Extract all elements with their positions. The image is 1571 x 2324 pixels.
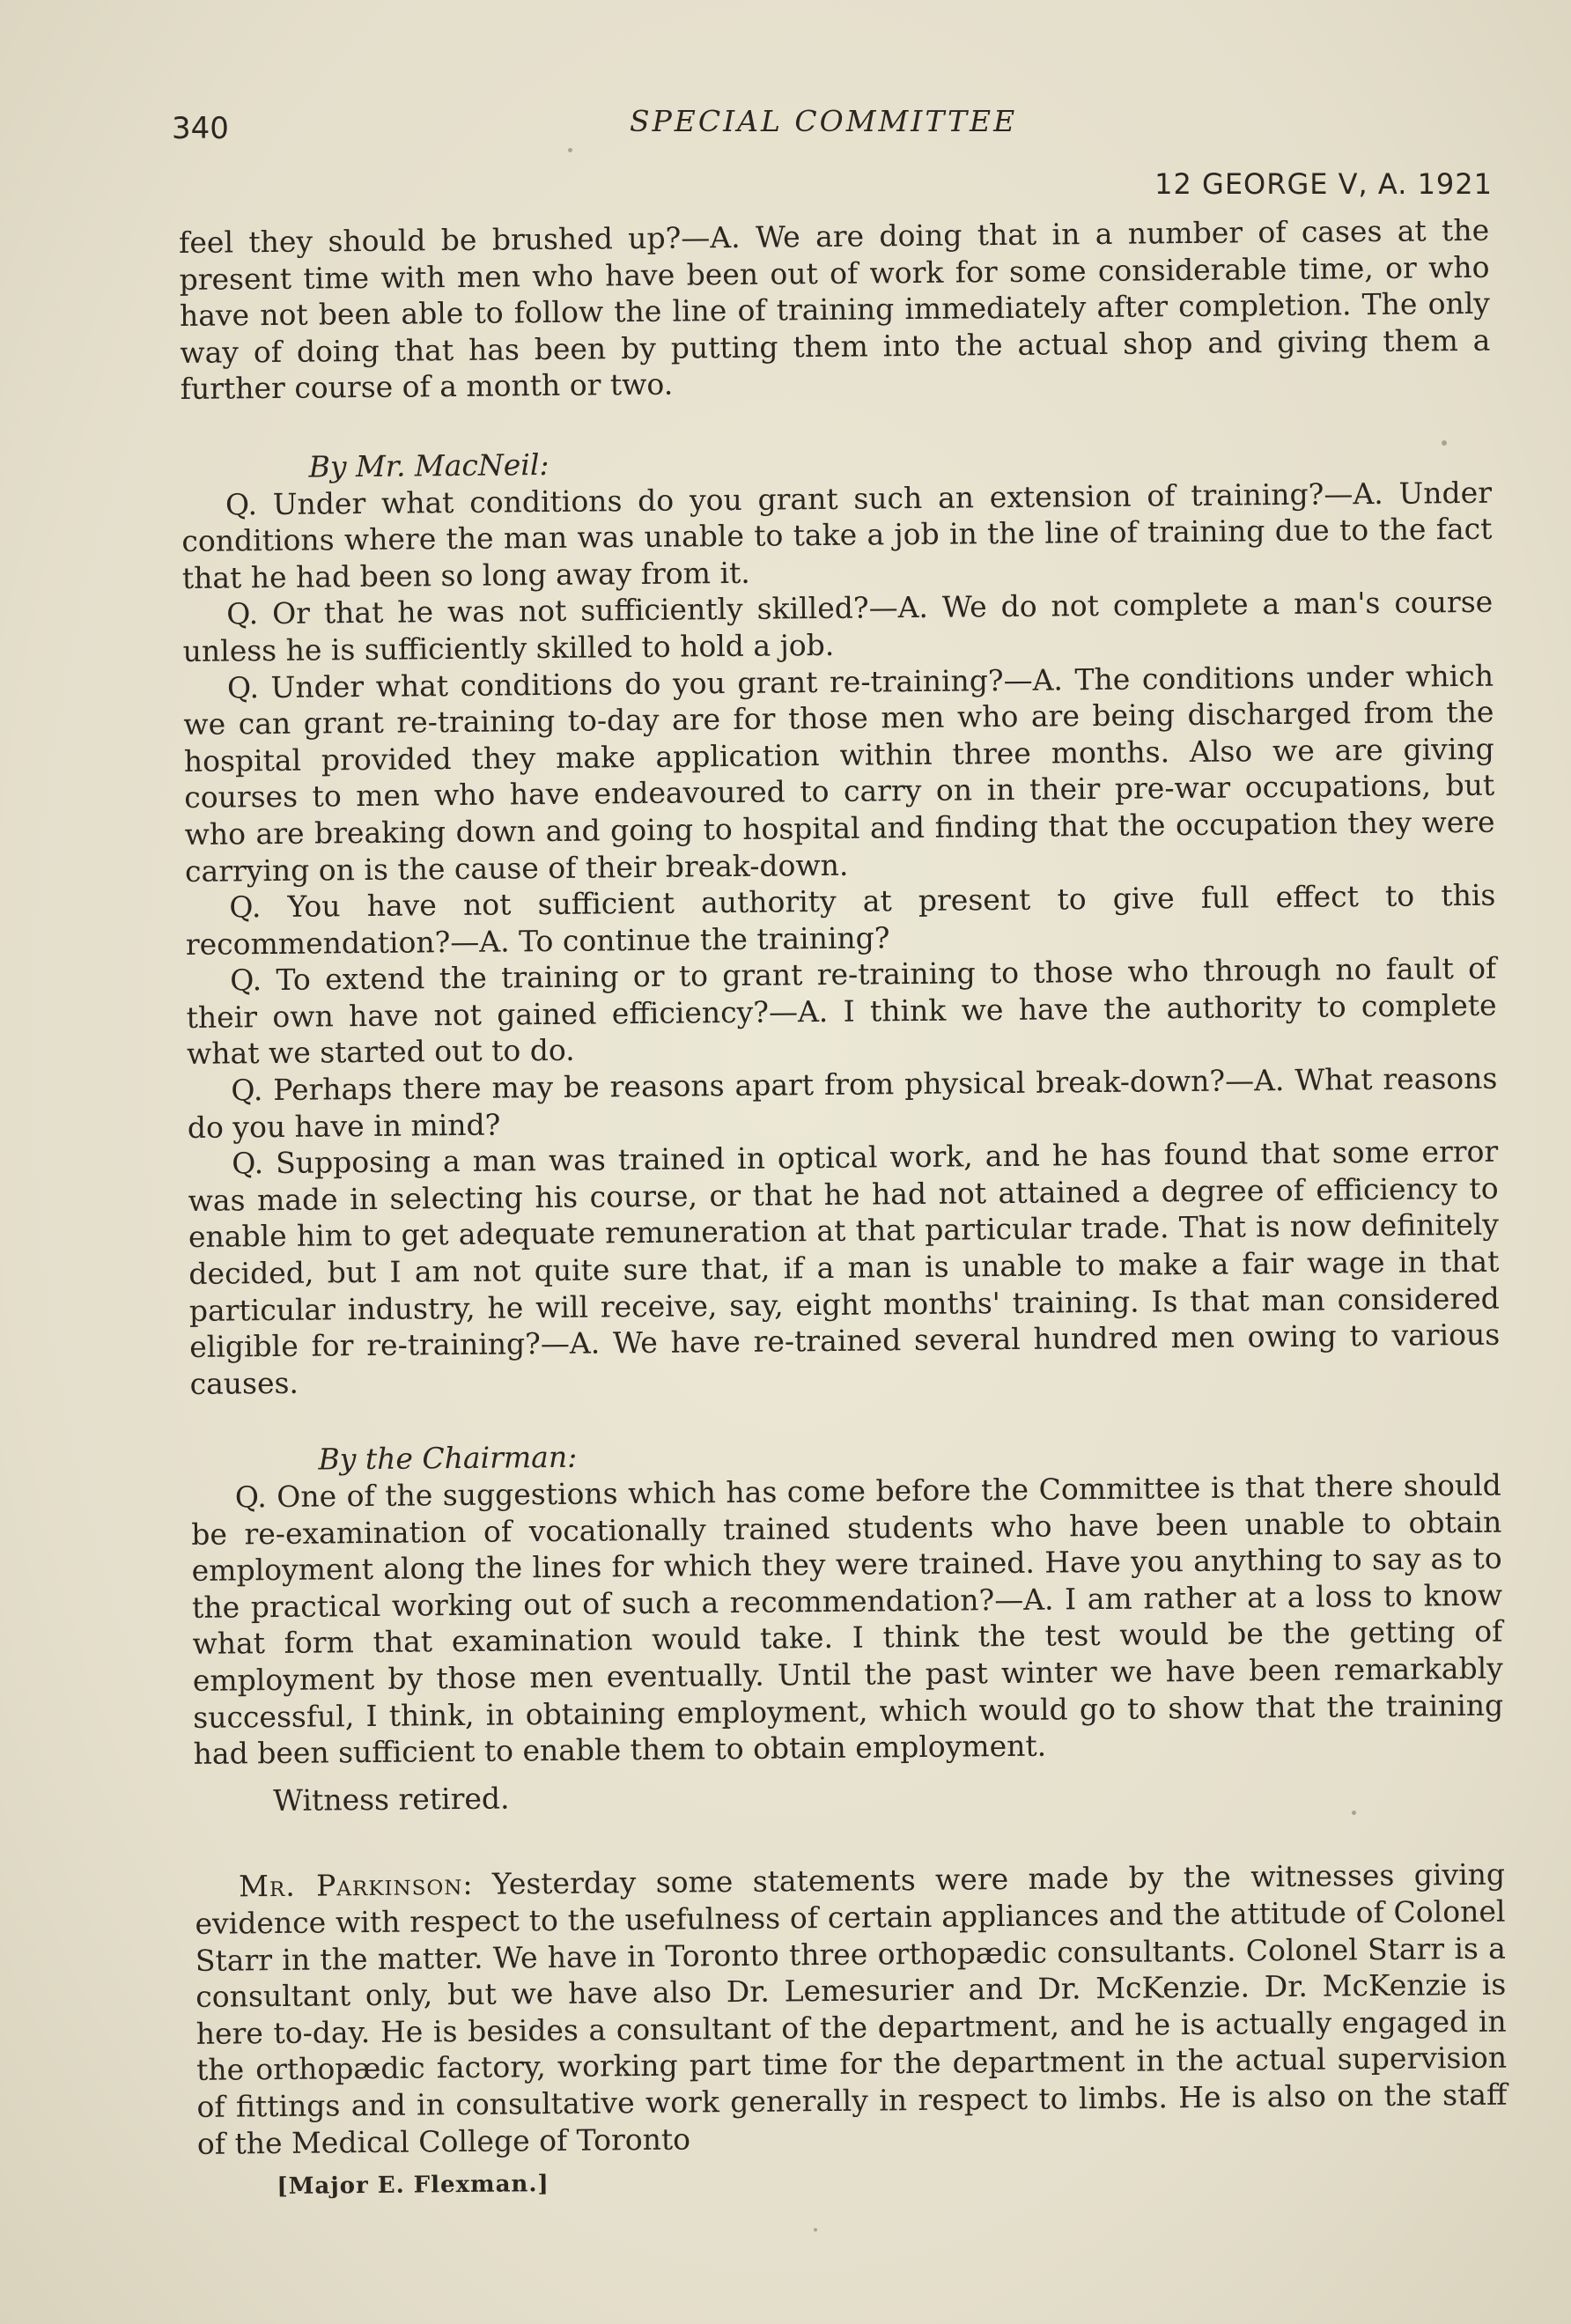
session-reference: 12 GEORGE V, A. 1921	[1154, 167, 1493, 201]
statement-text: : Yesterday some statements were made by the witnesses giving evidence with respect to the usefulness of certain appliances and the attitude of Colonel Starr in the matter. We have in Toronto three orthopædic consultants. Colonel Starr is a consultant only, but we have also Dr. Lemesurier and Dr. McKenzie. Dr. McKenzie is here to-day. He is besides a consultant of the department, and he is actually engaged in the orthopædic factory, working part time for the department in the actual supervision of fittings and in consultative work generally in respect to limbs. He is also on the staff of the Medical College of Toronto	[195, 1856, 1508, 2161]
paper-speck	[1442, 440, 1447, 446]
paragraph-continuation: feel they should be brushed up?—A. We are doing that in a number of cases at the present time with men who have been out of work for some considerable time, or who have not been able to follow the line of training immediately after completion. The only way of doing that has been by putting them into the actual shop and giving them a further course of a month or two.	[179, 212, 1491, 407]
speaker-name: Mr. Parkinson	[238, 1867, 463, 1904]
paper-speck	[568, 148, 572, 152]
question-answer: Q. You have not sufficient authority at present to give full effect to this recommendation?—A. To continue the training?	[185, 877, 1496, 962]
statement-parkinson	[195, 1856, 1508, 2162]
witness-footer: [Major E. Flexman.]	[277, 2171, 549, 2201]
question-answer: Q. Under what conditions do you grant re-training?—A. The conditions under which we can grant re-training to-day are for those men who are being discharged from the hospital provided they make application within three months. Also we are giving courses to men who have endeavoured to carry on in their pre-war occupations, but who are breaking down and going to hospital and finding that the occupation they were carrying on is the cause of their break-down.	[183, 658, 1495, 889]
question-answer: Q. One of the suggestions which has come before the Committee is that there should be re-examination of vocationally trained students who have been unable to obtain employment along the lines for which they were trained. Have you anything to say as to the practical working out of such a recommendation?—A. I am rather at a loss to know what form that examination would take. I think the test would be the getting of employment by those men eventually. Until the past winter we have been remarkably successful, I think, in obtaining employment, which would go to show that the training had been sufficient to enable them to obtain employment.	[191, 1467, 1504, 1772]
paper-speck	[814, 2228, 817, 2232]
question-answer: Q. Under what conditions do you grant such an extension of training?—A. Under conditions where the man was unable to take a job in the line of training due to the fact that he had been so long away from it.	[181, 475, 1493, 595]
paper-speck	[1352, 1811, 1356, 1815]
page-header	[172, 104, 1493, 201]
document-body	[179, 212, 1508, 2201]
speaker-heading-chairman: By the Chairman:	[318, 1440, 578, 1477]
question-answer: Q. Perhaps there may be reasons apart from physical break-down?—A. What reasons do you have in mind?	[187, 1060, 1498, 1145]
page-number: 340	[172, 111, 229, 146]
running-title: SPECIAL COMMITTEE	[630, 104, 1018, 138]
question-answer: Q. Or that he was not sufficiently skilled?—A. We do not complete a man's course unless he is sufficiently skilled to hold a job.	[182, 585, 1494, 668]
question-answer: Q. To extend the training or to grant re-training to those who through no fault of their own have not gained efficiency?—A. I think we have the authority to complete what we started out to do.	[186, 950, 1497, 1072]
witness-retired: Witness retired.	[272, 1781, 510, 1818]
speaker-heading-macneil: By Mr. MacNeil:	[308, 446, 549, 484]
question-answer: Q. Supposing a man was trained in optical work, and he has found that some error was made in selecting his course, or that he had not attained a degree of efficiency to enable him to get adequate remuneration at that particular trade. That is now definitely decided, but I am not quite sure that, if a man is unable to make a fair wage in that particular industry, he will receive, say, eight months' training. Is that man considered eligible for re-training?—A. We have re-trained several hundred men owing to various causes.	[188, 1133, 1501, 1401]
